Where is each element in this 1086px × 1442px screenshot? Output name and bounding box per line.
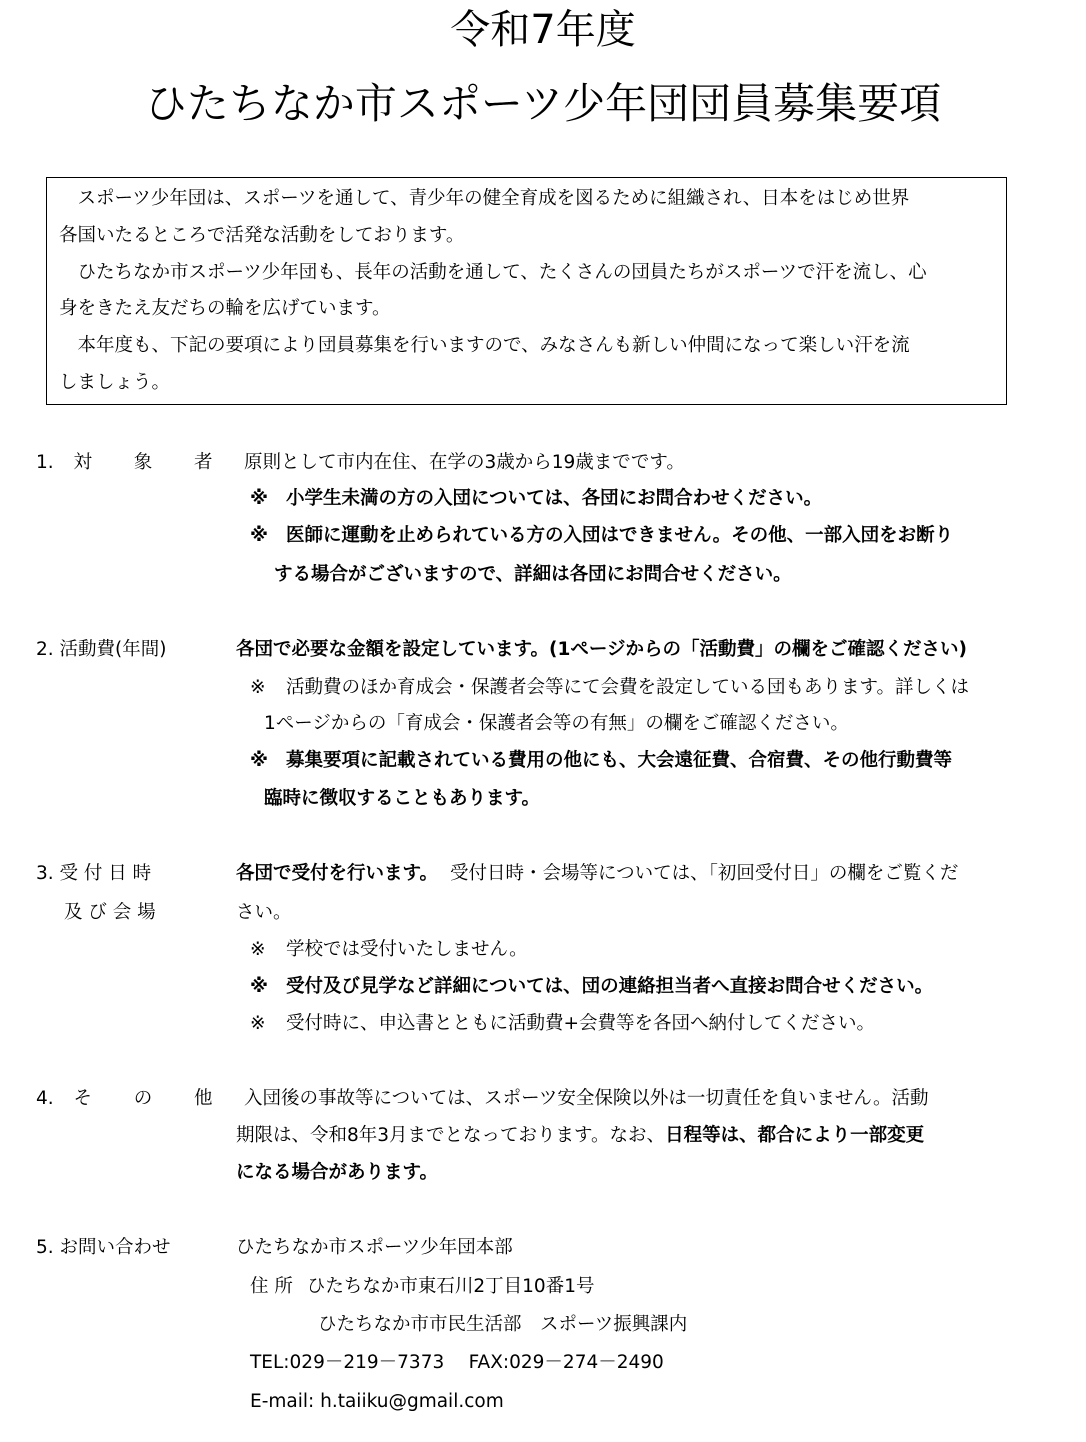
note-text: 受付時に、申込書とともに活動費+会費等を各団へ納付してください。 [286,1013,876,1034]
contact-email[interactable]: E-mail: h.taiiku@gmail.com [250,1391,504,1412]
section-2-note [250,679,969,698]
label-char: の [133,1088,153,1109]
contact-phone-fax: TEL:029－219－7373 FAX:029－274－2490 [250,1352,664,1373]
label-char: 象 [133,452,153,473]
section-5-label: 5. お問い合わせ [36,1237,171,1258]
section-3-note [250,978,933,997]
section-1-note [250,490,822,509]
note-mark: ※ [250,939,266,960]
contact-org: ひたちなか市スポーツ少年団本部 [236,1237,513,1258]
section-1-text: 原則として市内在住、在学の3歳から19歳までです。 [244,452,685,473]
section-4-text: 入団後の事故等については、スポーツ安全保険以外は一切責任を負いません。活動 [244,1088,929,1109]
section-1-label [36,454,213,473]
bold-text: 各団で受付を行います。 [236,863,439,884]
intro-line: しましょう。 [59,372,171,393]
note-text: 小学生未満の方の入団については、各団にお問合わせください。 [286,488,823,509]
section-3-label-line2: 及 び 会 場 [64,902,156,923]
section-3-text [236,865,958,884]
section-1-note [250,527,953,546]
intro-box [46,177,1007,405]
label-char: 者 [194,452,213,473]
section-4-text [236,1127,924,1146]
note-text: 活動費のほか育成会・保護者会等にて会費を設定している団もあります。詳しくは [286,677,970,698]
address-text: ひたちなか市東石川2丁目10番1号 [306,1276,595,1297]
intro-line: 身をきたえ友だちの輪を広げています。 [59,298,391,319]
section-4-label [36,1090,213,1109]
note-mark: ※ [250,750,268,771]
intro-line: 本年度も、下記の要項により団員募集を行いますので、みなさんも新しい仲間になって楽しい汗を流 [59,335,910,356]
section-3-label: 3. 受 付 日 時 [36,863,152,884]
label-char: そ [73,1088,92,1109]
section-2-note [250,752,952,771]
section-3-note [250,941,528,960]
contact-department: ひたちなか市市民生活部 スポーツ振興課内 [318,1314,688,1335]
section-number: 1. [36,452,54,473]
note-mark: ※ [250,976,268,997]
note-text: 医師に運動を止められている方の入団はできません。その他、一部入団をお断り [286,525,954,546]
plain-text: 受付日時・会場等については、「初回受付日」の欄をご覧くだ [450,863,959,884]
label-char: 対 [73,452,92,473]
bold-text: 日程等は、都合により一部変更 [665,1125,925,1146]
note-text: 受付及び見学など詳細については、団の連絡担当者へ直接お問合せください。 [286,976,934,997]
note-text: 学校では受付いたしません。 [286,939,528,960]
section-4-text: になる場合があります。 [236,1162,439,1183]
plain-text: 期限は、令和8年3月までとなっております。なお、 [236,1125,666,1146]
note-text: 募集要項に記載されている費用の他にも、大会遠征費、合宿費、その他行動費等 [286,750,953,771]
section-1-note-cont: する場合がございますので、詳細は各団にお問合せください。 [274,564,792,585]
document-title: ひたちなか市スポーツ少年団団員募集要項 [144,79,942,128]
note-mark: ※ [250,488,268,509]
contact-address [250,1278,594,1297]
section-2-note-cont: 1ページからの「育成会・保護者会等の有無」の欄をご確認ください。 [264,713,849,734]
section-2-note-cont: 臨時に徴収することもあります。 [264,788,541,809]
intro-line: ひたちなか市スポーツ少年団も、長年の活動を通して、たくさんの団員たちがスポーツで汗を流し、心 [59,262,927,283]
note-mark: ※ [250,1013,266,1034]
intro-line: 各国いたるところで活発な活動をしております。 [59,225,465,246]
section-3-note [250,1015,875,1034]
section-3-text-cont: さい。 [236,902,292,923]
label-char: 他 [194,1088,213,1109]
note-mark: ※ [250,677,266,698]
intro-line: スポーツ少年団は、スポーツを通して、青少年の健全育成を図るために組織され、日本をはじめ世界 [59,188,910,209]
note-mark: ※ [250,525,268,546]
section-number: 4. [36,1088,54,1109]
address-label: 住 所 [250,1276,293,1297]
section-2-text: 各団で必要な金額を設定しています。(1ページからの「活動費」の欄をご確認ください) [236,639,967,660]
document-title-year: 令和7年度 [450,7,636,53]
section-2-label: 2. 活動費(年間) [36,639,167,660]
